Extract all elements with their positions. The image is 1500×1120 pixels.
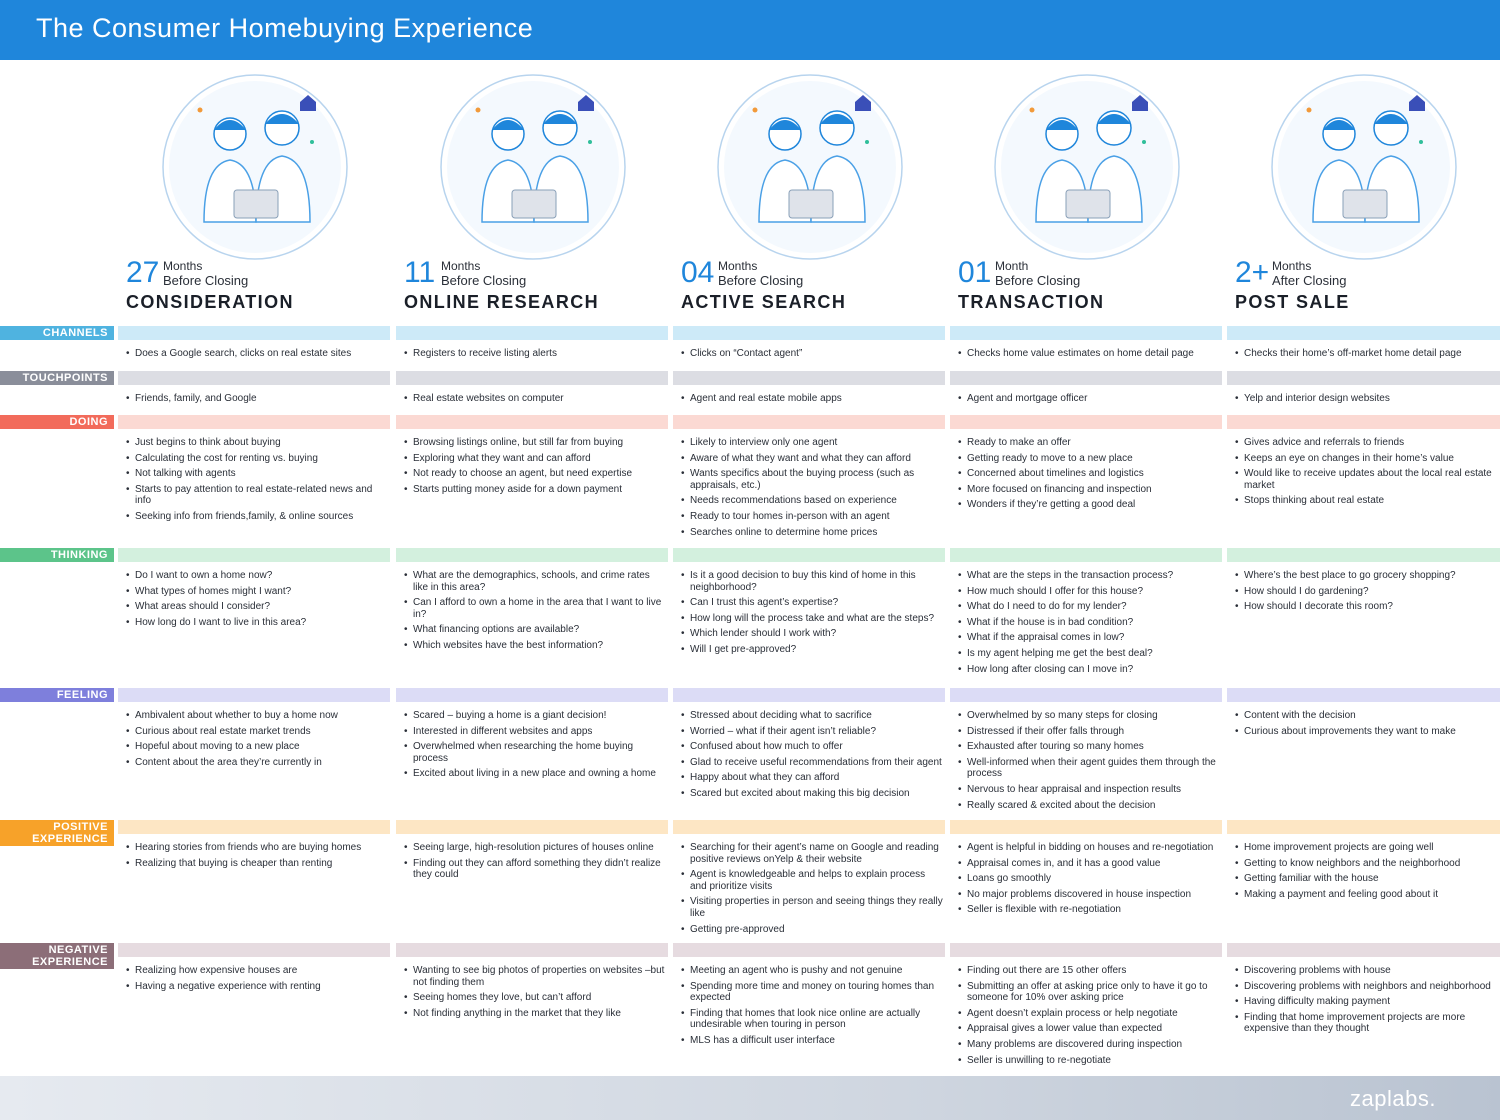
list-item: • Overwhelmed when researching the home buying process [404,741,666,764]
list-item: • Wonders if they’re getting a good deal [958,499,1220,511]
cell-touchpoints-1 [126,393,388,409]
row-bar [673,371,945,385]
list-item: • Many problems are discovered during inspection [958,1039,1220,1051]
list-item: • Getting to know neighbors and the neighborhood [1235,858,1497,870]
cell-touchpoints-5 [1235,393,1497,409]
row-bar [396,371,668,385]
page-title: The Consumer Homebuying Experience [36,13,534,43]
cell-doing-2 [404,437,666,499]
list-item: • How long will the process take and what are the steps? [681,613,943,625]
list-item: • Meeting an agent who is pushy and not genuine [681,965,943,977]
cell-feeling-5 [1235,710,1497,741]
list-item: • Getting ready to move to a new place [958,453,1220,465]
cell-thinking-4 [958,570,1220,679]
list-item: • Real estate websites on computer [404,393,666,405]
cell-channels-2 [404,348,666,364]
cell-feeling-1 [126,710,388,772]
stage-timing: Before Closing [718,273,804,288]
row-bar [396,415,668,429]
stage-2 [398,60,674,322]
list-item: • Aware of what they want and what they can afford [681,453,943,465]
row-bar [118,415,390,429]
list-item: • Excited about living in a new place and owning a home [404,768,666,780]
list-item: • Wants specifics about the buying process (such as appraisals, etc.) [681,468,943,491]
list-item: • Nervous to hear appraisal and inspection results [958,784,1220,796]
row-label-text: CHANNELS [42,327,108,339]
cell-negative-5 [1235,965,1497,1039]
cell-channels-5 [1235,348,1497,364]
list-item: • Needs recommendations based on experience [681,495,943,507]
row-label-doing [0,415,114,429]
cell-channels-1 [126,348,388,364]
row-bar [396,943,668,957]
cell-touchpoints-2 [404,393,666,409]
list-item: • Can I trust this agent’s expertise? [681,597,943,609]
cell-touchpoints-4 [958,393,1220,409]
cell-negative-2 [404,965,666,1023]
stage-number: 27 [126,256,160,289]
cell-feeling-2 [404,710,666,784]
row-bar [673,943,945,957]
row-bar [118,943,390,957]
list-item: • How long after closing can I move in? [958,664,1220,676]
zaplabs-logo: zaplabs. [1350,1086,1436,1111]
list-item: • Calculating the cost for renting vs. buying [126,453,388,465]
list-item: • Not finding anything in the market that they like [404,1008,666,1020]
list-item: • Having difficulty making payment [1235,996,1497,1008]
cell-negative-1 [126,965,388,996]
cell-thinking-3 [681,570,943,660]
list-item: • Is it a good decision to buy this kind of home in this neighborhood? [681,570,943,593]
list-item: • Not ready to choose an agent, but need expertise [404,468,666,480]
list-item: • Getting familiar with the house [1235,873,1497,885]
stage-5 [1229,60,1500,322]
row-bar [673,326,945,340]
list-item: • Do I want to own a home now? [126,570,388,582]
cell-positive-3 [681,842,943,939]
list-item: • Exploring what they want and can afford [404,453,666,465]
list-item: • Realizing that buying is cheaper than renting [126,858,388,870]
row-bar [673,548,945,562]
list-item: • Is my agent helping me get the best deal? [958,648,1220,660]
list-item: • What if the house is in bad condition? [958,617,1220,629]
row-bar [673,820,945,834]
list-item: • Curious about improvements they want to make [1235,726,1497,738]
row-bar [673,415,945,429]
list-item: • Stops thinking about real estate [1235,495,1497,507]
cell-touchpoints-3 [681,393,943,409]
cell-negative-4 [958,965,1220,1070]
row-bar [118,820,390,834]
stage-unit: Months [163,259,203,273]
cell-positive-5 [1235,842,1497,904]
row-bar [950,415,1222,429]
cell-channels-4 [958,348,1220,364]
list-item: • Will I get pre-approved? [681,644,943,656]
row-bar [396,688,668,702]
row-bar [1227,371,1500,385]
stage-name: TRANSACTION [958,292,1105,312]
cell-doing-4 [958,437,1220,515]
list-item: • Loans go smoothly [958,873,1220,885]
cell-doing-3 [681,437,943,542]
list-item: • Yelp and interior design websites [1235,393,1497,405]
cell-doing-1 [126,437,388,527]
list-item: • Ready to tour homes in-person with an agent [681,511,943,523]
list-item: • Submitting an offer at asking price only to have it go to someone for 10% over asking price [958,981,1220,1004]
row-bar [950,326,1222,340]
row-label-feeling [0,688,114,702]
list-item: • Searching for their agent’s name on Google and reading positive reviews onYelp & their website [681,842,943,865]
list-item: • Agent is knowledgeable and helps to explain process and prioritize visits [681,869,943,892]
list-item: • Just begins to think about buying [126,437,388,449]
list-item: • More focused on financing and inspection [958,484,1220,496]
stage-unit: Months [441,259,481,273]
row-label-touchpoints [0,371,114,385]
list-item: • What are the demographics, schools, and crime rates like in this area? [404,570,666,593]
list-item: • Seeing homes they love, but can’t afford [404,992,666,1004]
list-item: • How should I do gardening? [1235,586,1497,598]
list-item: • Discovering problems with house [1235,965,1497,977]
list-item: • Finding that home improvement projects are more expensive than they thought [1235,1012,1497,1035]
cell-thinking-1 [126,570,388,632]
list-item: • MLS has a difficult user interface [681,1035,943,1047]
row-label-text: FEELING [56,689,108,701]
row-bar [396,548,668,562]
list-item: • Agent doesn’t explain process or help negotiate [958,1008,1220,1020]
list-item: • Well-informed when their agent guides them through the process [958,757,1220,780]
list-item: • No major problems discovered in house inspection [958,889,1220,901]
row-bar [1227,326,1500,340]
list-item: • Finding out they can afford something they didn’t realize they could [404,858,666,881]
stage-number: 11 [404,256,436,289]
stage-3 [675,60,951,322]
list-item: • Curious about real estate market trends [126,726,388,738]
list-item: • Agent is helpful in bidding on houses and re-negotiation [958,842,1220,854]
row-label-text: NEGATIVE EXPERIENCE [32,944,108,968]
list-item: • How should I decorate this room? [1235,601,1497,613]
row-bar [1227,415,1500,429]
row-label-text: THINKING [50,549,108,561]
list-item: • Overwhelmed by so many steps for closing [958,710,1220,722]
row-bar [396,326,668,340]
row-label-channels [0,326,114,340]
list-item: • What areas should I consider? [126,601,388,613]
list-item: • Clicks on “Contact agent” [681,348,943,360]
list-item: • Worried – what if their agent isn’t reliable? [681,726,943,738]
row-bar [950,820,1222,834]
cell-channels-3 [681,348,943,364]
list-item: • Finding out there are 15 other offers [958,965,1220,977]
stage-headers [0,60,1500,322]
list-item: • Hopeful about moving to a new place [126,741,388,753]
stage-name: ONLINE RESEARCH [404,292,600,312]
list-item: • How long do I want to live in this area? [126,617,388,629]
list-item: • Wanting to see big photos of properties on websites –but not finding them [404,965,666,988]
stage-unit: Month [995,259,1029,273]
stage-1 [120,60,396,322]
list-item: • Scared but excited about making this big decision [681,788,943,800]
list-item: • Exhausted after touring so many homes [958,741,1220,753]
list-item: • Not talking with agents [126,468,388,480]
list-item: • Starts to pay attention to real estate-related news and info [126,484,388,507]
row-label-negative [0,943,114,969]
list-item: • Visiting properties in person and seeing things they really like [681,896,943,919]
list-item: • Really scared & excited about the decision [958,800,1220,812]
list-item: • Having a negative experience with renting [126,981,388,993]
cell-doing-5 [1235,437,1497,511]
list-item: • Making a payment and feeling good about it [1235,889,1497,901]
row-label-positive [0,820,114,846]
list-item: • Content with the decision [1235,710,1497,722]
list-item: • Appraisal comes in, and it has a good value [958,858,1220,870]
stage-name: CONSIDERATION [126,292,294,312]
list-item: • Checks home value estimates on home detail page [958,348,1220,360]
cell-feeling-4 [958,710,1220,815]
cell-positive-1 [126,842,388,873]
list-item: • Agent and real estate mobile apps [681,393,943,405]
row-bar [118,548,390,562]
stage-name: POST SALE [1235,292,1350,312]
stage-number: 04 [681,256,715,289]
list-item: • Distressed if their offer falls through [958,726,1220,738]
stage-number: 01 [958,256,992,289]
list-item: • Ambivalent about whether to buy a home now [126,710,388,722]
list-item: • How much should I offer for this house? [958,586,1220,598]
stage-timing: Before Closing [441,273,527,288]
list-item: • Spending more time and money on touring homes than expected [681,981,943,1004]
list-item: • Happy about what they can afford [681,772,943,784]
list-item: • What do I need to do for my lender? [958,601,1220,613]
list-item: • Agent and mortgage officer [958,393,1220,405]
row-bar [1227,548,1500,562]
stage-4 [952,60,1228,322]
list-item: • Does a Google search, clicks on real estate sites [126,348,388,360]
row-label-thinking [0,548,114,562]
footer [0,1076,1500,1120]
stage-illustration [160,72,350,262]
list-item: • Confused about how much to offer [681,741,943,753]
list-item: • Getting pre-approved [681,924,943,936]
list-item: • Realizing how expensive houses are [126,965,388,977]
row-bar [396,820,668,834]
list-item: • Would like to receive updates about the local real estate market [1235,468,1497,491]
stage-illustration [1269,72,1459,262]
list-item: • Hearing stories from friends who are buying homes [126,842,388,854]
stage-number: 2+ [1235,256,1270,289]
cell-positive-4 [958,842,1220,920]
list-item: • What are the steps in the transaction process? [958,570,1220,582]
list-item: • Home improvement projects are going well [1235,842,1497,854]
list-item: • Concerned about timelines and logistics [958,468,1220,480]
list-item: • Searches online to determine home prices [681,527,943,539]
list-item: • Friends, family, and Google [126,393,388,405]
list-item: • Starts putting money aside for a down payment [404,484,666,496]
list-item: • Keeps an eye on changes in their home’s value [1235,453,1497,465]
cell-feeling-3 [681,710,943,804]
stage-illustration [438,72,628,262]
stage-unit: Months [1272,259,1312,273]
list-item: • Glad to receive useful recommendations from their agent [681,757,943,769]
list-item: • Checks their home’s off-market home detail page [1235,348,1497,360]
list-item: • What if the appraisal comes in low? [958,632,1220,644]
stage-timing: Before Closing [995,273,1081,288]
cell-positive-2 [404,842,666,885]
row-bar [118,326,390,340]
stage-timing: After Closing [1272,273,1347,288]
row-bar [1227,688,1500,702]
list-item: • Finding that homes that look nice online are actually undesirable when touring in person [681,1008,943,1031]
row-label-text: TOUCHPOINTS [22,372,108,384]
list-item: • Seeing large, high-resolution pictures of houses online [404,842,666,854]
stage-timing: Before Closing [163,273,249,288]
list-item: • Seller is flexible with re-negotiation [958,904,1220,916]
row-bar [1227,943,1500,957]
row-label-text: POSITIVE EXPERIENCE [32,821,108,845]
list-item: • Gives advice and referrals to friends [1235,437,1497,449]
stage-name: ACTIVE SEARCH [681,292,847,312]
list-item: • Can I afford to own a home in the area that I want to live in? [404,597,666,620]
list-item: • What financing options are available? [404,624,666,636]
list-item: • Which websites have the best information? [404,640,666,652]
list-item: • Stressed about deciding what to sacrifice [681,710,943,722]
list-item: • Content about the area they’re currently in [126,757,388,769]
list-item: • Discovering problems with neighbors and neighborhood [1235,981,1497,993]
row-bar [118,371,390,385]
list-item: • What types of homes might I want? [126,586,388,598]
row-label-text: DOING [69,416,108,428]
row-bar [950,943,1222,957]
row-bar [950,548,1222,562]
list-item: • Where’s the best place to go grocery shopping? [1235,570,1497,582]
page-header [0,0,1500,60]
cell-negative-3 [681,965,943,1051]
list-item: • Seller is unwilling to re-negotiate [958,1055,1220,1067]
list-item: • Interested in different websites and apps [404,726,666,738]
list-item: • Seeking info from friends,family, & online sources [126,511,388,523]
cell-thinking-5 [1235,570,1497,617]
row-bar [118,688,390,702]
list-item: • Browsing listings online, but still far from buying [404,437,666,449]
cell-thinking-2 [404,570,666,656]
row-bar [950,688,1222,702]
stage-illustration [715,72,905,262]
row-bar [1227,820,1500,834]
list-item: • Registers to receive listing alerts [404,348,666,360]
list-item: • Appraisal gives a lower value than expected [958,1023,1220,1035]
stage-illustration [992,72,1182,262]
list-item: • Which lender should I work with? [681,628,943,640]
row-bar [673,688,945,702]
list-item: • Scared – buying a home is a giant decision! [404,710,666,722]
list-item: • Ready to make an offer [958,437,1220,449]
stage-unit: Months [718,259,758,273]
list-item: • Likely to interview only one agent [681,437,943,449]
row-bar [950,371,1222,385]
